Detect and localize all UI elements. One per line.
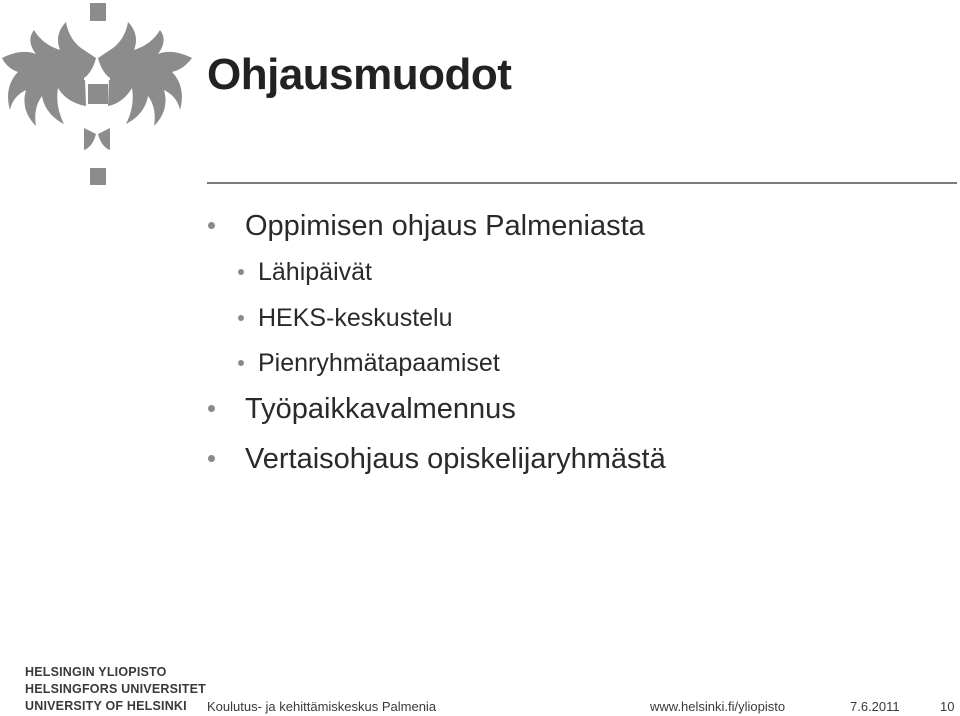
bullet-dot-icon xyxy=(238,360,244,366)
bullet-text: Pienryhmätapaamiset xyxy=(258,349,500,377)
sub-bullet-item xyxy=(258,304,453,333)
helsinki-flame-logo-icon xyxy=(0,0,200,190)
bullet-dot-icon xyxy=(208,405,215,412)
bullet-item xyxy=(245,443,666,476)
bullet-text: Lähipäivät xyxy=(258,258,372,286)
footer-date: 7.6.2011 xyxy=(850,699,900,714)
bullet-dot-icon xyxy=(238,315,244,321)
footer-website: www.helsinki.fi/yliopisto xyxy=(650,699,786,714)
bullet-text: HEKS-keskustelu xyxy=(258,304,453,332)
bullet-dot-icon xyxy=(208,222,215,229)
bullet-dot-icon xyxy=(238,269,244,275)
university-wordmark xyxy=(25,664,206,715)
title-divider xyxy=(207,182,957,184)
wordmark-line-swedish: HELSINGFORS UNIVERSITET xyxy=(25,682,207,696)
sub-bullet-item xyxy=(258,349,500,378)
bullet-item xyxy=(245,393,516,426)
sub-bullet-item xyxy=(258,258,372,287)
wordmark-line-english: UNIVERSITY OF HELSINKI xyxy=(25,699,187,713)
footer-unit: Koulutus- ja kehittämiskeskus Palmenia xyxy=(207,699,437,714)
page-number: 10 xyxy=(940,699,955,714)
bullet-item xyxy=(245,210,645,243)
bullet-text: Työpaikkavalmennus xyxy=(245,393,516,425)
wordmark-line-finnish: HELSINGIN YLIOPISTO xyxy=(25,665,167,679)
bullet-text: Vertaisohjaus opiskelijaryhmästä xyxy=(245,443,666,475)
bullet-dot-icon xyxy=(208,455,215,462)
slide-title: Ohjausmuodot xyxy=(207,50,512,99)
bullet-text: Oppimisen ohjaus Palmeniasta xyxy=(245,210,645,242)
